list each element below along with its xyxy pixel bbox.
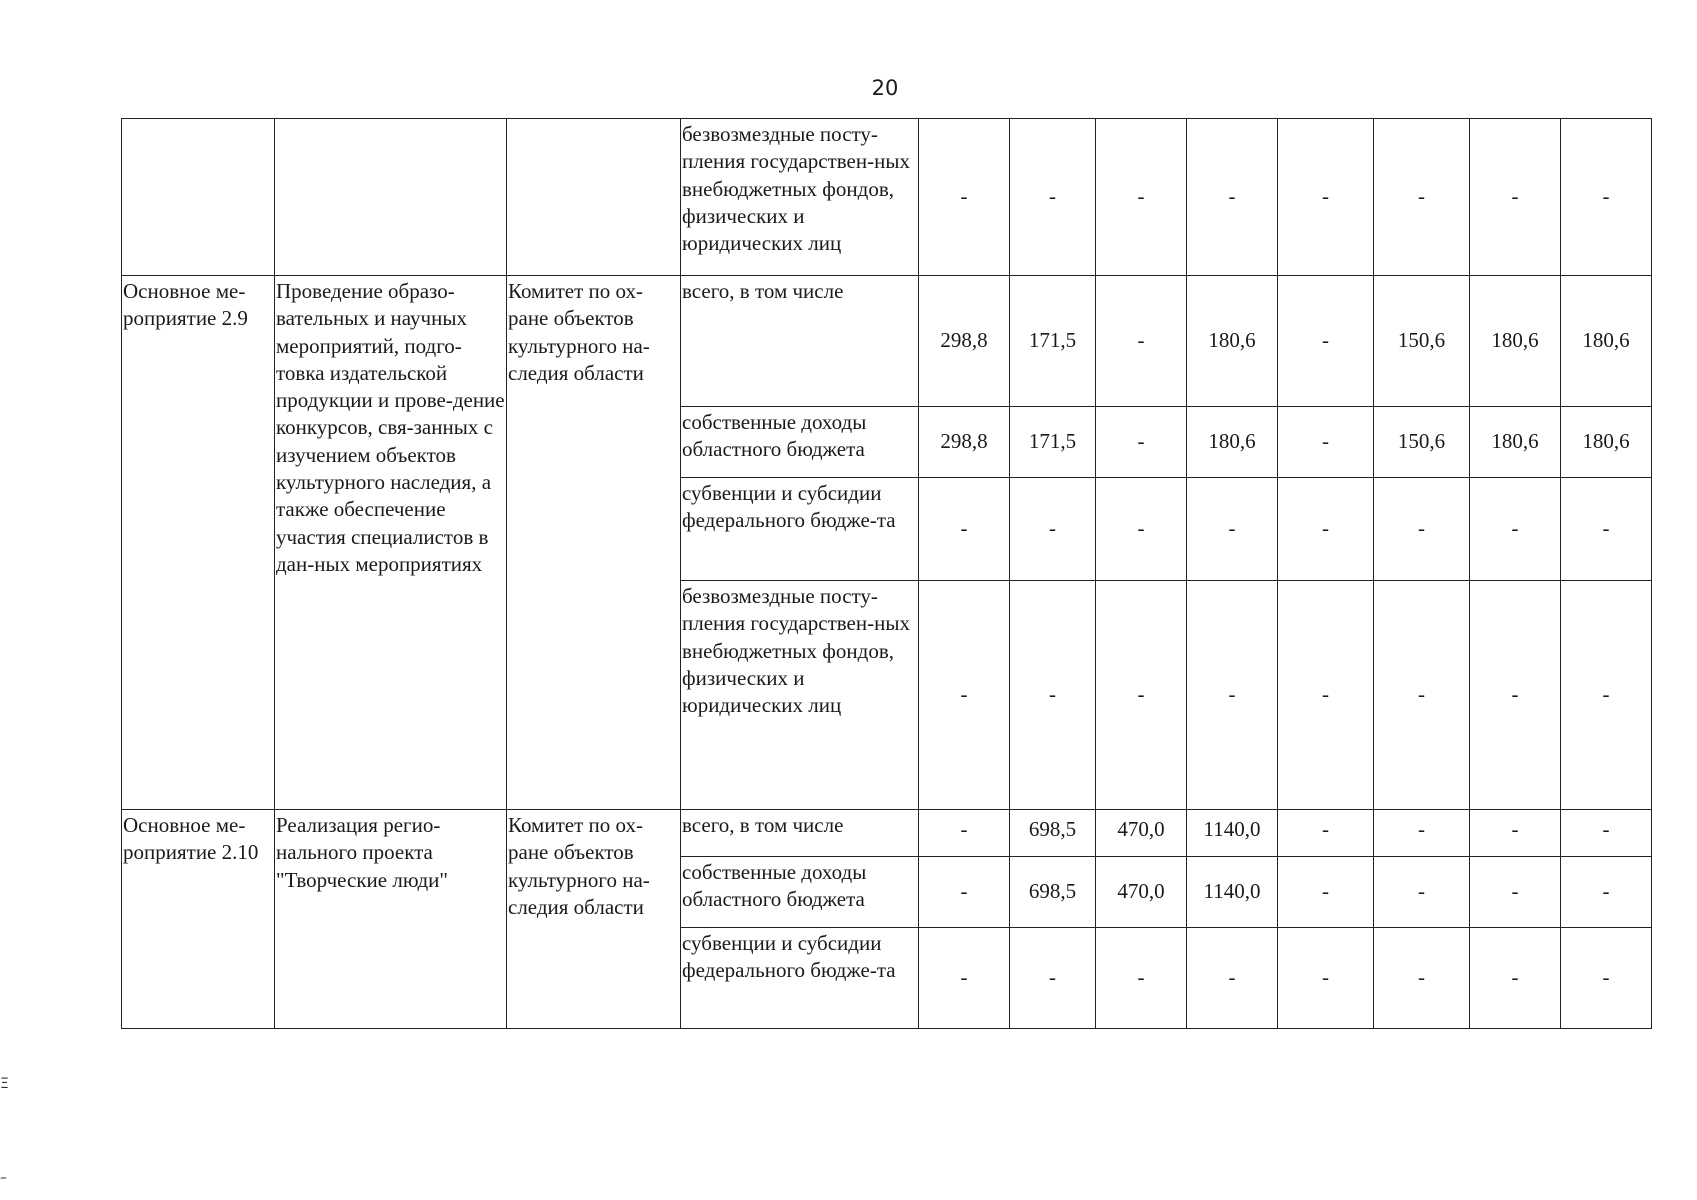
funding-source-cell: субвенции и субсидии федерального бюдже-та	[681, 478, 919, 581]
funding-source-cell: субвенции и субсидии федерального бюдже-та	[681, 928, 919, 1029]
value-cell: -	[1096, 478, 1187, 581]
value-cell: -	[1470, 581, 1561, 810]
funding-source-cell: всего, в том числе	[681, 276, 919, 407]
value-cell: -	[919, 857, 1010, 928]
value-cell: -	[1187, 928, 1278, 1029]
value-cell: -	[1187, 119, 1278, 276]
funding-source-cell: собственные доходы областного бюджета	[681, 857, 919, 928]
value-cell: -	[1187, 581, 1278, 810]
value-cell: 150,6	[1374, 276, 1470, 407]
value-cell: -	[919, 810, 1010, 857]
value-cell: -	[1374, 581, 1470, 810]
value-cell: -	[1278, 857, 1374, 928]
value-cell: 1140,0	[1187, 857, 1278, 928]
value-cell: 150,6	[1374, 407, 1470, 478]
value-cell: 698,5	[1010, 857, 1096, 928]
description-cell	[275, 119, 507, 276]
value-cell: -	[1278, 810, 1374, 857]
value-cell: -	[1470, 119, 1561, 276]
event-cell: Основное ме-роприятие 2.10	[122, 810, 275, 1029]
value-cell: 180,6	[1470, 276, 1561, 407]
executor-cell: Комитет по ох-ране объектов культурного на-следия области	[507, 810, 681, 1029]
value-cell: -	[1561, 581, 1652, 810]
margin-mark: Ξ	[0, 1076, 9, 1092]
value-cell: 180,6	[1187, 407, 1278, 478]
value-cell: -	[1470, 810, 1561, 857]
value-cell: -	[1374, 478, 1470, 581]
value-cell: 1140,0	[1187, 810, 1278, 857]
value-cell: -	[1470, 857, 1561, 928]
value-cell: -	[1278, 478, 1374, 581]
value-cell: -	[1010, 119, 1096, 276]
value-cell: -	[1278, 581, 1374, 810]
event-cell	[122, 119, 275, 276]
table-row	[122, 276, 1652, 407]
value-cell: 180,6	[1561, 407, 1652, 478]
funding-source-cell: безвозмездные посту-пления государствен-ных внебюджетных фондов, физических и юридических лиц	[681, 119, 919, 276]
value-cell: -	[919, 119, 1010, 276]
value-cell: 180,6	[1561, 276, 1652, 407]
value-cell: 180,6	[1187, 276, 1278, 407]
value-cell: -	[1096, 276, 1187, 407]
value-cell: -	[1561, 810, 1652, 857]
funding-source-cell: собственные доходы областного бюджета	[681, 407, 919, 478]
description-cell: Проведение образо-вательных и научных мероприятий, подго-товка издательской продукции и прове-дение конкурсов, свя-занных с изучением объектов культурного наследия, а также обеспечение участия специалистов в дан-ных мероприятиях	[275, 276, 507, 810]
value-cell: -	[1561, 928, 1652, 1029]
page-number: 20	[871, 76, 899, 100]
budget-table	[121, 118, 1652, 1029]
value-cell: -	[1096, 581, 1187, 810]
funding-source-cell: безвозмездные посту-пления государствен-ных внебюджетных фондов, физических и юридических лиц	[681, 581, 919, 810]
value-cell: -	[1096, 928, 1187, 1029]
value-cell: 171,5	[1010, 276, 1096, 407]
value-cell: 180,6	[1470, 407, 1561, 478]
value-cell: -	[1278, 407, 1374, 478]
value-cell: -	[1561, 857, 1652, 928]
value-cell: -	[1187, 478, 1278, 581]
value-cell: -	[919, 478, 1010, 581]
description-cell: Реализация регио-нального проекта "Творческие люди"	[275, 810, 507, 1029]
value-cell: -	[1374, 810, 1470, 857]
value-cell: -	[1010, 581, 1096, 810]
value-cell: 470,0	[1096, 810, 1187, 857]
value-cell: -	[1278, 119, 1374, 276]
value-cell: -	[1096, 407, 1187, 478]
value-cell: -	[1010, 478, 1096, 581]
value-cell: 470,0	[1096, 857, 1187, 928]
value-cell: -	[1278, 928, 1374, 1029]
event-cell: Основное ме-роприятие 2.9	[122, 276, 275, 810]
value-cell: -	[1096, 119, 1187, 276]
value-cell: -	[919, 581, 1010, 810]
value-cell: 171,5	[1010, 407, 1096, 478]
margin-mark: –	[0, 1170, 7, 1186]
funding-source-cell: всего, в том числе	[681, 810, 919, 857]
executor-cell: Комитет по ох-ране объектов культурного на-следия области	[507, 276, 681, 810]
value-cell: -	[1561, 478, 1652, 581]
value-cell: 298,8	[919, 276, 1010, 407]
value-cell: -	[1561, 119, 1652, 276]
table-row	[122, 119, 1652, 276]
value-cell: -	[1470, 478, 1561, 581]
table-row	[122, 810, 1652, 857]
executor-cell	[507, 119, 681, 276]
value-cell: 298,8	[919, 407, 1010, 478]
value-cell: -	[1374, 857, 1470, 928]
value-cell: 698,5	[1010, 810, 1096, 857]
value-cell: -	[1470, 928, 1561, 1029]
value-cell: -	[1278, 276, 1374, 407]
value-cell: -	[919, 928, 1010, 1029]
value-cell: -	[1374, 119, 1470, 276]
value-cell: -	[1374, 928, 1470, 1029]
value-cell: -	[1010, 928, 1096, 1029]
